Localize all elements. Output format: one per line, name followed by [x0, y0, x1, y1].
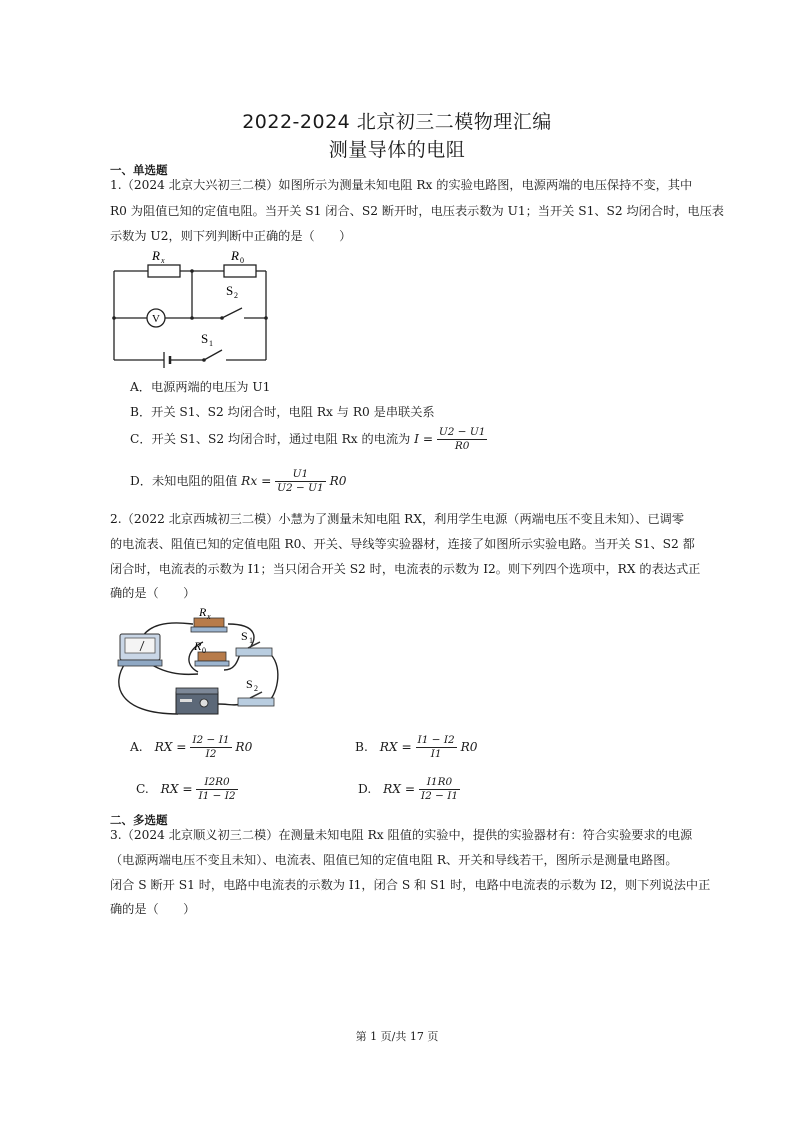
q3-line2: （电源两端电压不变且未知）、电流表、阻值已知的定值电阻 R、开关和导线若干，图所示是测量电路图。: [110, 853, 678, 867]
r0-resistor-block: [195, 652, 229, 666]
q1-option-c-fraction: [437, 426, 488, 453]
q1-line3: 示数为 U2，则下列判断中正确的是（ ）: [110, 229, 352, 243]
option-tail: R0: [235, 740, 253, 754]
s2-switch: [222, 308, 242, 318]
fraction-numerator: U2 − U1: [438, 426, 486, 438]
option-lhs: RX =: [383, 782, 416, 796]
q2-line2: 的电流表、阻值已知的定值电阻 R0、开关、导线等实验器材，连接了如图所示实验电路。当开关 S1、S2 都: [110, 537, 695, 551]
page-title: 2022-2024 北京初三二模物理汇编: [242, 111, 552, 133]
q3-line3: 闭合 S 断开 S1 时，电路中电流表的示数为 I1，闭合 S 和 S1 时，电路中电流表的示数为 I2，则下列说法中正: [110, 878, 711, 892]
fraction-denominator: U2 − U1: [277, 482, 324, 494]
fraction-numerator: I2R0: [196, 776, 237, 790]
power-supply: [176, 688, 218, 714]
s2-label: S: [246, 677, 253, 691]
page-subtitle: 测量导体的电阻: [328, 139, 466, 161]
q1-circuit-diagram: [108, 246, 274, 368]
rx-subscript: x: [161, 256, 165, 265]
q2-option-d: [358, 776, 460, 803]
q2-apparatus-illustration: [108, 604, 284, 728]
q1-option-d-text: D．未知电阻的阻值: [130, 474, 238, 488]
s1-label: S: [241, 629, 248, 643]
r0-resistor: [224, 265, 256, 277]
q2-option-a: [130, 734, 252, 761]
fraction-numerator: I1 − I2: [417, 734, 455, 746]
q1-option-c-text: C．开关 S1、S2 均闭合时，通过电阻 Rx 的电流为: [130, 432, 411, 446]
q1-option-c-lhs: I =: [414, 432, 434, 446]
q1-line2: R0 为阻值已知的定值电阻。当开关 S1 闭合、S2 断开时，电压表示数为 U1；当开关 S1、S2 均闭合时，电压表: [110, 204, 724, 218]
ammeter: [118, 634, 162, 666]
s2-subscript: 2: [254, 684, 258, 693]
option-letter: D.: [358, 782, 372, 796]
fraction-numerator: I1R0: [419, 776, 460, 790]
rx-subscript: x: [207, 612, 211, 621]
q2-option-b: [355, 734, 478, 761]
fraction-denominator: I1 − I2: [198, 790, 236, 802]
s1-subscript: 1: [209, 339, 213, 348]
q1-option-d-fraction: [275, 468, 326, 495]
q1-option-d: [130, 468, 347, 495]
s1-switch-model: [236, 642, 272, 656]
fraction-denominator: R0: [454, 440, 470, 452]
q1-option-a: A．电源两端的电压为 U1: [130, 380, 271, 394]
option-letter: C.: [136, 782, 149, 796]
option-lhs: RX =: [379, 740, 412, 754]
q3-line1: 3.（2024 北京顺义初三二模）在测量未知电阻 Rx 阻值的实验中，提供的实验器材有：符合实验要求的电源: [110, 828, 693, 842]
q3-line4: 确的是（ ）: [110, 902, 196, 916]
page-number: 第 1 页/共 17 页: [355, 1030, 439, 1043]
option-fraction: [196, 776, 237, 803]
fraction-denominator: I1: [430, 748, 442, 760]
r0-subscript: 0: [240, 256, 244, 265]
section-heading-single: 一、单选题: [110, 163, 168, 177]
fraction-numerator: U1: [275, 468, 326, 482]
option-letter: B.: [355, 740, 368, 754]
fraction-numerator: I2 − I1: [192, 734, 230, 746]
q2-line3: 闭合时，电流表的示数为 I1；当只闭合开关 S2 时，电流表的示数为 I2。则下列四个选项中，RX 的表达式正: [110, 562, 701, 576]
q2-option-c: [136, 776, 238, 803]
fraction-denominator: I2 − I1: [420, 790, 459, 802]
q1-option-c: [130, 426, 487, 453]
option-fraction: [190, 734, 231, 761]
q1-option-b: B．开关 S1、S2 均闭合时，电阻 Rx 与 R0 是串联关系: [130, 405, 435, 419]
s2-label: S: [226, 283, 234, 298]
option-lhs: RX =: [154, 740, 187, 754]
s1-label: S: [201, 331, 209, 346]
q1-line1: 1.（2024 北京大兴初三二模）如图所示为测量未知电阻 Rx 的实验电路图，电源两端的电压保持不变，其中: [110, 178, 693, 192]
s2-subscript: 2: [234, 291, 238, 300]
s1-switch: [204, 350, 222, 360]
voltmeter-label: V: [152, 313, 160, 325]
option-tail: R0: [460, 740, 478, 754]
section-heading-multi: 二、多选题: [110, 813, 168, 827]
option-fraction: [419, 776, 460, 803]
option-lhs: RX =: [160, 782, 193, 796]
r0-label: R: [194, 639, 202, 653]
q2-line1: 2.（2022 北京西城初三二模）小慧为了测量未知电阻 RX，利用学生电源（两端电压不变且未知）、已调零: [110, 512, 685, 526]
q2-line4: 确的是（ ）: [110, 586, 196, 600]
fraction-denominator: I2: [205, 748, 217, 760]
s1-subscript: 1: [249, 636, 253, 645]
rx-label: R: [152, 248, 160, 263]
q1-option-d-tail: R0: [329, 474, 347, 488]
option-letter: A.: [130, 740, 143, 754]
s2-switch-model: [238, 692, 274, 706]
rx-label: R: [199, 605, 207, 619]
rx-resistor: [148, 265, 180, 277]
option-fraction: [416, 734, 457, 761]
r0-subscript: 0: [202, 646, 206, 655]
r0-label: R: [231, 248, 239, 263]
q1-option-d-lhs: Rx =: [241, 474, 272, 488]
